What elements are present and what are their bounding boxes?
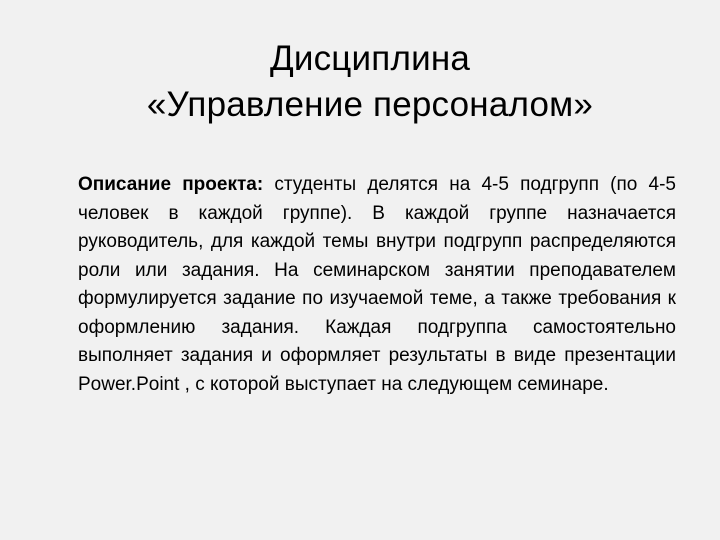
description-lead: Описание проекта: [78,174,264,195]
title-line-1: Дисциплина [269,39,471,78]
title-line-2: «Управление персоналом» [146,85,594,124]
description-text: студенты делятся на 4-5 подгрупп (по 4-5 человек в каждой группе). В каждой группе назначается руководитель, для каждой темы внутри подгрупп распределяются роли или задания. На семинарском занятии преподавателем формулируется задание по изучаемой теме, а также требования к оформлению задания. Каждая подгруппа самостоятельно выполняет задания и оформляет результаты в виде презентации Power.Point , с которой выступает на следующем семинаре. [78,174,676,395]
slide-title [70,36,670,128]
project-description [78,171,676,399]
